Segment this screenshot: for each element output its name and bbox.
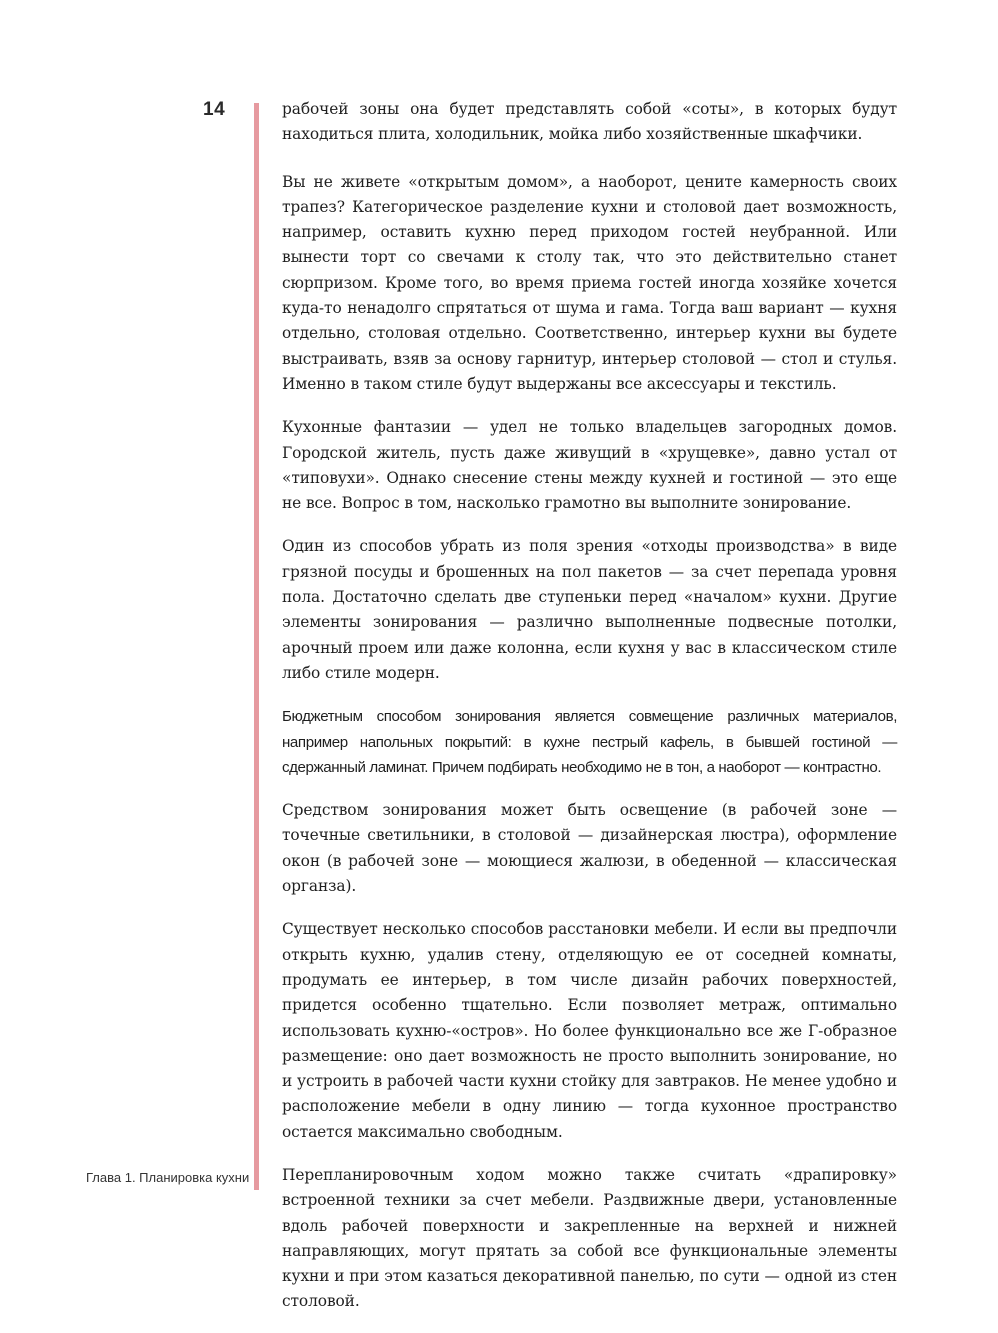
paragraph: Один из способов убрать из поля зрения «отходы производства» в виде грязной посуды и брошенных на пол пакетов — за счет перепада уровня пола. Достаточно сделать две ступеньки перед «началом» кухни. Другие элементы зонирования — различно выполненные подвесные потолки, арочный проем или даже колонна, если кухня у вас в классическом стиле либо стиле модерн. (282, 537, 897, 682)
body-text (282, 97, 897, 1333)
paragraph: Существует несколько способов расстановки мебели. И если вы предпочли открыть кухню, удалив стену, отделяющую ее от соседней комнаты, продумать ее интерьер, в том числе дизайн рабочих поверхностей, придется особенно тщательно. Если позволяет метраж, оптимально использовать кухню-«остров». Но более функционально все же Г-образное размещение: оно дает возможность не просто выполнить зонирование, но и устроить в рабочей части кухни стойку для завтраков. Не менее удобно и расположение мебели в одну линию — тогда кухонное пространство остается максимально свободным. (282, 920, 897, 1141)
paragraph: Перепланировочным ходом можно также считать «драпировку» встроенной техники за счет мебели. Раздвижные двери, установленные вдоль рабочей поверхности и закрепленные на верхней и нижней направляющих, могут прятать за собой все функциональные элементы кухни и при этом казаться декоративной панелью, по сути — одной из стен столовой. (282, 1165, 897, 1311)
margin-accent-rule (254, 103, 259, 1190)
paragraph: Кухонные фантазии — удел не только владельцев загородных домов. Городской житель, пусть даже живущий в «хрущевке», давно устал от «типовухи». Однако снесение стены между кухней и гостиной — это еще не все. Вопрос в том, насколько грамотно вы выполните зонирование. (282, 418, 897, 513)
paragraph: Средством зонирования может быть освещение (в рабочей зоне — точечные светильники, в столовой — дизайнерская люстра), оформление окон (в рабочей зоне — моющиеся жалюзи, в обеденной — классическая органза). (282, 801, 897, 896)
page-number: 14 (203, 99, 226, 120)
paragraph: рабочей зоны она будет представлять собой «соты», в которых будут находиться плита, холодильник, мойка либо хозяйственные шкафчики. (282, 100, 897, 144)
paragraph: Вы не живете «открытым домом», а наоборот, цените камерность своих трапез? Категорическое разделение кухни и столовой дает возможность, например, оставить кухню перед приходом гостей неубранной. Или вынести торт со свечами к столу так, что это действительно станет сюрпризом. Кроме того, во время приема гостей иногда хозяйке хочется куда-то ненадолго спрятаться от шума и гама. Тогда ваш вариант — кухня отдельно, столовая отдельно. Соответственно, интерьер кухни вы будете выстраивать, взяв за основу гарнитур, интерьер столовой — стол и стулья. Именно в таком стиле будут выдержаны все аксессуары и текстиль. (282, 172, 897, 393)
chapter-title-footer: Глава 1. Планировка кухни (86, 1170, 250, 1185)
paragraph: Бюджетным способом зонирования является совмещение различных материалов, например напольных покрытий: в кухне пестрый кафель, в бывшей гостиной — сдержанный ламинат. Причем подбирать необходимо не в тон, а наоборот — контрастно. (282, 708, 897, 776)
